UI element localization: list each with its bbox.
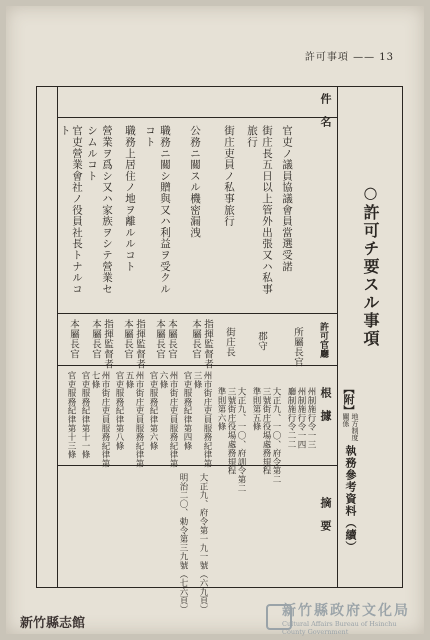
row-2-law-c: 準則第五條 [251, 387, 261, 431]
row-5-item-b: コト [144, 125, 156, 148]
header-rule-line [57, 117, 337, 118]
row-2-law-b: 三號街庄役場處務規程 [261, 387, 271, 475]
archive-watermark-right [282, 600, 410, 636]
row-6-law-b: 五條 [124, 371, 134, 389]
row-4-law-c: 官吏服務紀律第四條 [182, 371, 192, 451]
header-note: 摘要 [319, 497, 332, 543]
row-5-item-a: 職務ニ關シ贈與又ハ利益ヲ受クル [159, 125, 171, 295]
row-3-item: 街庄吏員ノ私事旅行 [223, 125, 235, 227]
divider-title-body [337, 87, 338, 587]
row-7-authority-a: 指揮監督者 [102, 319, 113, 369]
section-subtitle [340, 383, 356, 416]
row-7-law-b: 七條 [90, 371, 100, 389]
row-5-law-b: 六條 [158, 371, 168, 389]
row-7-authority-b: 本屬長官 [90, 319, 101, 359]
divider-note [57, 87, 58, 587]
row-3-law-a: 大正九、一〇、府訓令第二 [236, 387, 246, 493]
header-law: 根據 [319, 387, 332, 433]
divider-item-authority [57, 313, 337, 314]
row-3-note: 明治二〇、勅令第三九號（七六頁） [178, 473, 188, 614]
row-2-item-b: 旅行 [246, 125, 258, 148]
row-1-authority: 所屬長官 [292, 327, 303, 367]
row-2-item-a: 街庄長五日以上管外出張又ハ私事 [261, 125, 273, 295]
running-title: 許可事項 [304, 52, 349, 63]
row-4-law-a: 州市街庄吏員服務紀律第 [202, 371, 212, 468]
row-3-law-b: 三號街庄役場處務規程 [226, 387, 236, 475]
subtitle-main: 執務參考資料（續） [344, 445, 357, 553]
subtitle-small-b: 關係 [342, 413, 350, 427]
row-3-authority: 街庄長 [224, 327, 235, 357]
row-7-law-c: 官吏服務紀律第十一條 [80, 371, 90, 459]
row-7-item-b: シムルコト [86, 125, 98, 182]
subtitle-small-a: 地方制度 [351, 413, 359, 441]
row-8-item-a: 官吏營業會社ノ役員社長トナルコ [71, 125, 83, 295]
row-7-item-a: 營業ヲ爲シ又ハ家族ヲシテ營業セ [101, 125, 113, 295]
row-2-note: 大正九、府令第一九一號（六九頁） [198, 473, 208, 614]
row-4-authority-a: 指揮監督者 [202, 319, 213, 369]
running-header [305, 48, 394, 63]
row-1-law-b: 州制施行令一四 [296, 387, 306, 449]
row-6-authority-a: 指揮監督者 [134, 319, 145, 369]
row-6-authority-b: 本屬長官 [122, 319, 133, 359]
row-2-authority: 郡守 [256, 331, 267, 351]
row-6-law-a: 州市街庄吏員服務紀律第 [134, 371, 144, 468]
subtitle-mark: 【附】 [342, 383, 355, 416]
row-5-authority-a: 本屬長官 [166, 319, 177, 359]
row-4-law-b: 三條 [192, 371, 202, 389]
row-1-law-a: 州制施行令一三 [306, 387, 316, 449]
row-4-item: 公務ニ關スル機密漏洩 [189, 125, 201, 238]
header-rule: —— [353, 52, 376, 63]
watermark-title: 新竹縣政府文化局 [282, 603, 410, 619]
row-8-authority: 本屬長官 [68, 319, 79, 359]
row-4-authority-b: 本屬長官 [190, 319, 201, 359]
row-2-law-a: 大正九、一〇、府令第二 [271, 387, 281, 484]
archive-stamp-left: 新竹縣志館 [20, 616, 86, 631]
watermark-en-2: County Government [282, 628, 349, 636]
header-authority: 許可官廳 [318, 322, 328, 358]
row-3-law-c: 準則第六條 [216, 387, 226, 431]
watermark-en-1: Cultural Affairs Bureau of Hsinchu [282, 620, 397, 628]
row-5-law-a: 州市街庄吏員服務紀律第 [168, 371, 178, 468]
section-title: ○許可チ要スル事項 [361, 183, 380, 348]
row-6-item: 職務上居住ノ地ヲ離ルルコト [124, 125, 136, 272]
header-item: 件名 [319, 93, 332, 139]
row-5-authority-b: 本屬長官 [154, 319, 165, 359]
page-number: 13 [379, 52, 394, 63]
row-8-item-b: ト [59, 125, 71, 137]
row-8-law: 官吏服務紀律第十三條 [66, 371, 76, 459]
row-7-law-a: 州市街庄吏員服務紀律第 [100, 371, 110, 468]
row-5-law-c: 官吏服務紀律第六條 [148, 371, 158, 451]
row-6-law-c: 官吏服務紀律第八條 [114, 371, 124, 451]
row-1-item: 官吏ノ議員協議會員當選受諾 [281, 125, 293, 272]
row-1-law-c: 廳制施行令二二 [286, 387, 296, 449]
document-page [6, 6, 424, 634]
